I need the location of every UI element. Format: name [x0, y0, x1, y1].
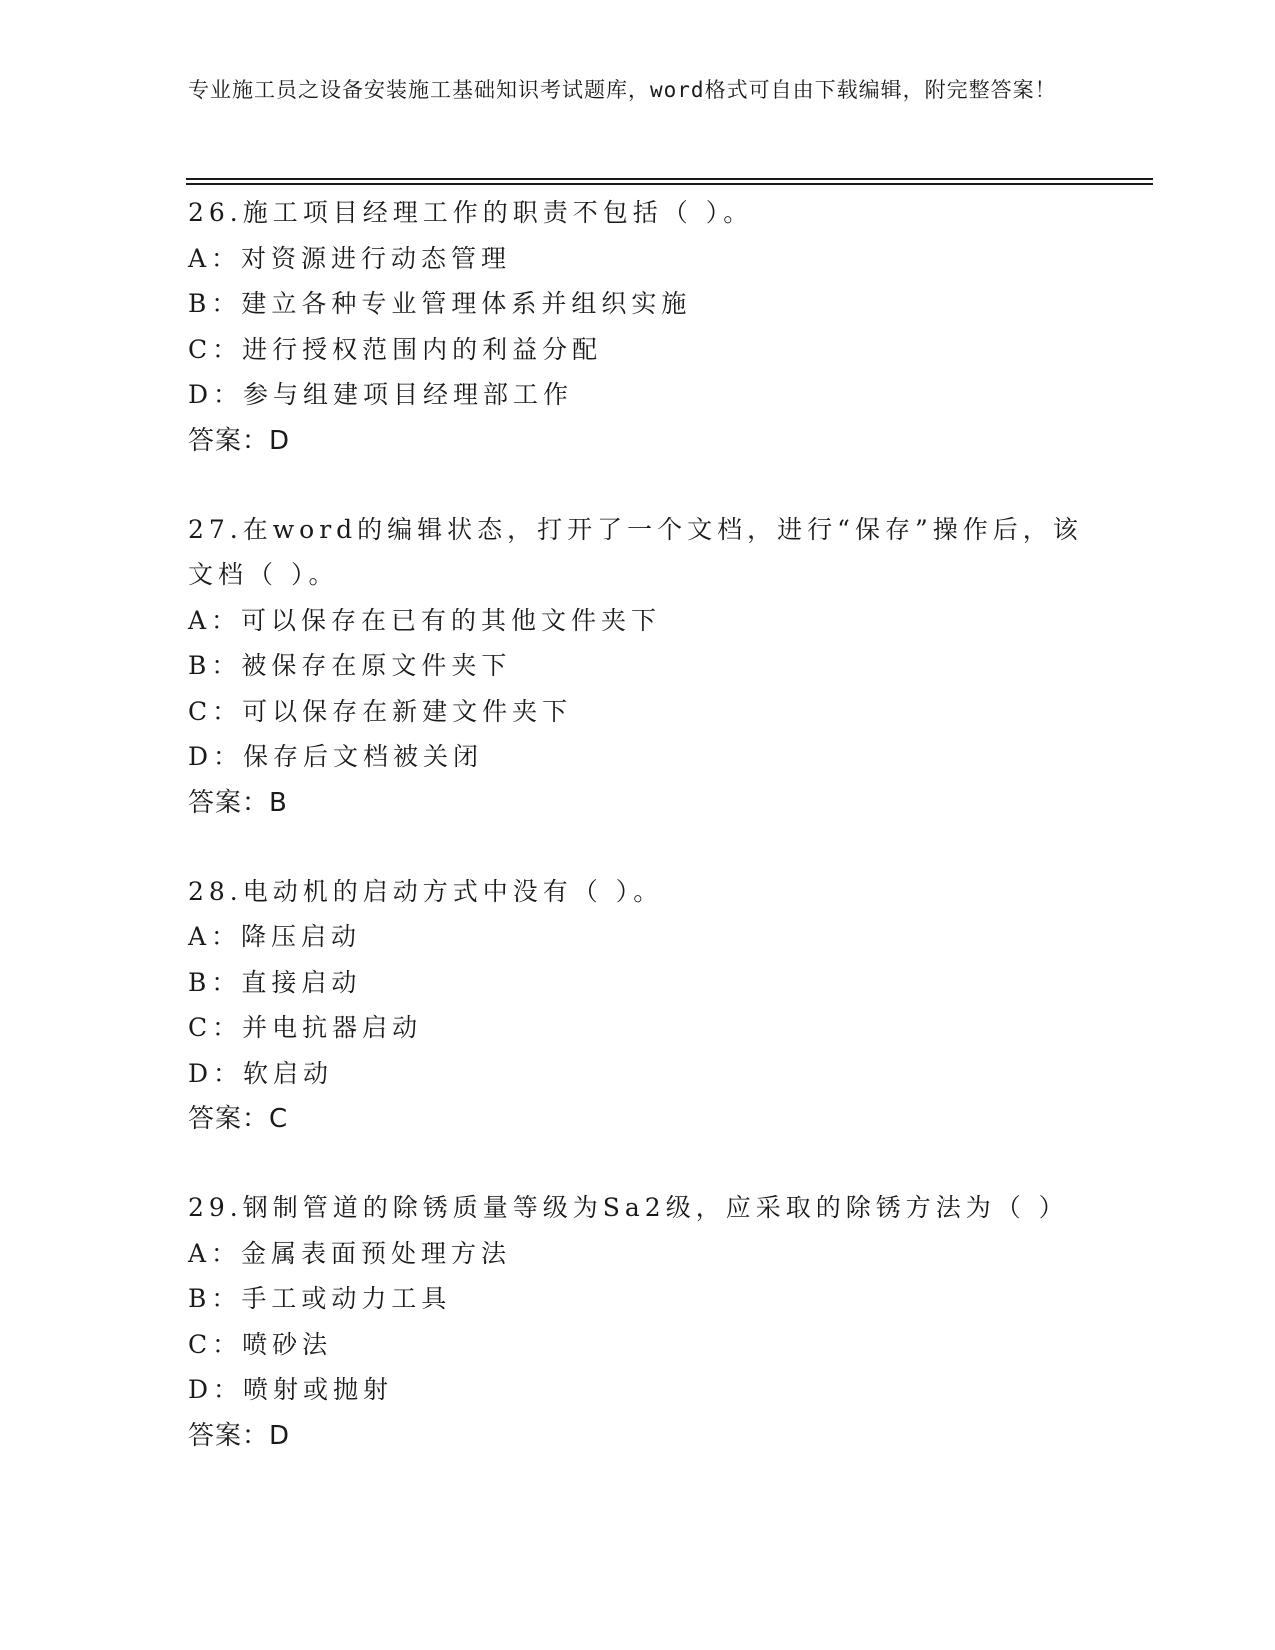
- option-b: B：手工或动力工具: [188, 1284, 452, 1313]
- document-header: 专业施工员之设备安装施工基础知识考试题库，word格式可自由下载编辑，附完整答案！: [188, 78, 1057, 102]
- option-c: C：并电抗器启动: [188, 1013, 423, 1042]
- answer-line: [188, 418, 1088, 464]
- question-stem: 26.施工项目经理工作的职责不包括（ ）。: [188, 198, 754, 227]
- answer-line: [188, 1096, 1088, 1142]
- answer-label: 答案：: [188, 1420, 270, 1451]
- answer-label: 答案：: [188, 787, 270, 818]
- option-c: C：喷砂法: [188, 1329, 333, 1359]
- question-28: [188, 869, 1088, 1143]
- question-stem: 28.电动机的启动方式中没有（ ）。: [188, 876, 664, 906]
- option-b: B：被保存在原文件夹下: [188, 651, 512, 680]
- option-d: D：参与组建项目经理部工作: [188, 380, 574, 409]
- option-a: A：金属表面预处理方法: [188, 1238, 512, 1268]
- answer-value: D: [269, 425, 291, 456]
- option-a: A：可以保存在已有的其他文件夹下: [188, 605, 662, 635]
- option-a: A：对资源进行动态管理: [188, 243, 512, 273]
- answer-value: C: [269, 1104, 289, 1134]
- answer-label: 答案：: [188, 1104, 270, 1134]
- question-27: [188, 507, 1088, 826]
- option-d: D：软启动: [188, 1058, 334, 1088]
- option-b: B：直接启动: [188, 967, 362, 997]
- option-c: C：进行授权范围内的利益分配: [188, 334, 603, 364]
- question-26: [188, 190, 1088, 464]
- answer-value: B: [269, 787, 288, 818]
- question-list: [188, 190, 1088, 1502]
- option-a: A：降压启动: [188, 922, 362, 951]
- option-d: D：喷射或抛射: [188, 1375, 394, 1404]
- answer-value: D: [269, 1420, 291, 1451]
- question-stem: 29.钢制管道的除锈质量等级为Sa2级，应采取的除锈方法为（ ）: [188, 1193, 1069, 1222]
- answer-label: 答案：: [188, 425, 270, 456]
- answer-line: [188, 780, 1088, 826]
- header-divider-top: [186, 178, 1153, 180]
- question-stem: 27.在word的编辑状态，打开了一个文档，进行“保存”操作后，该文档（ ）。: [188, 514, 1083, 589]
- answer-line: [188, 1413, 1088, 1459]
- option-b: B：建立各种专业管理体系并组织实施: [188, 289, 692, 318]
- option-c: C：可以保存在新建文件夹下: [188, 696, 573, 726]
- header-divider-bottom: [186, 183, 1153, 185]
- option-d: D：保存后文档被关闭: [188, 742, 484, 771]
- question-29: [188, 1185, 1088, 1459]
